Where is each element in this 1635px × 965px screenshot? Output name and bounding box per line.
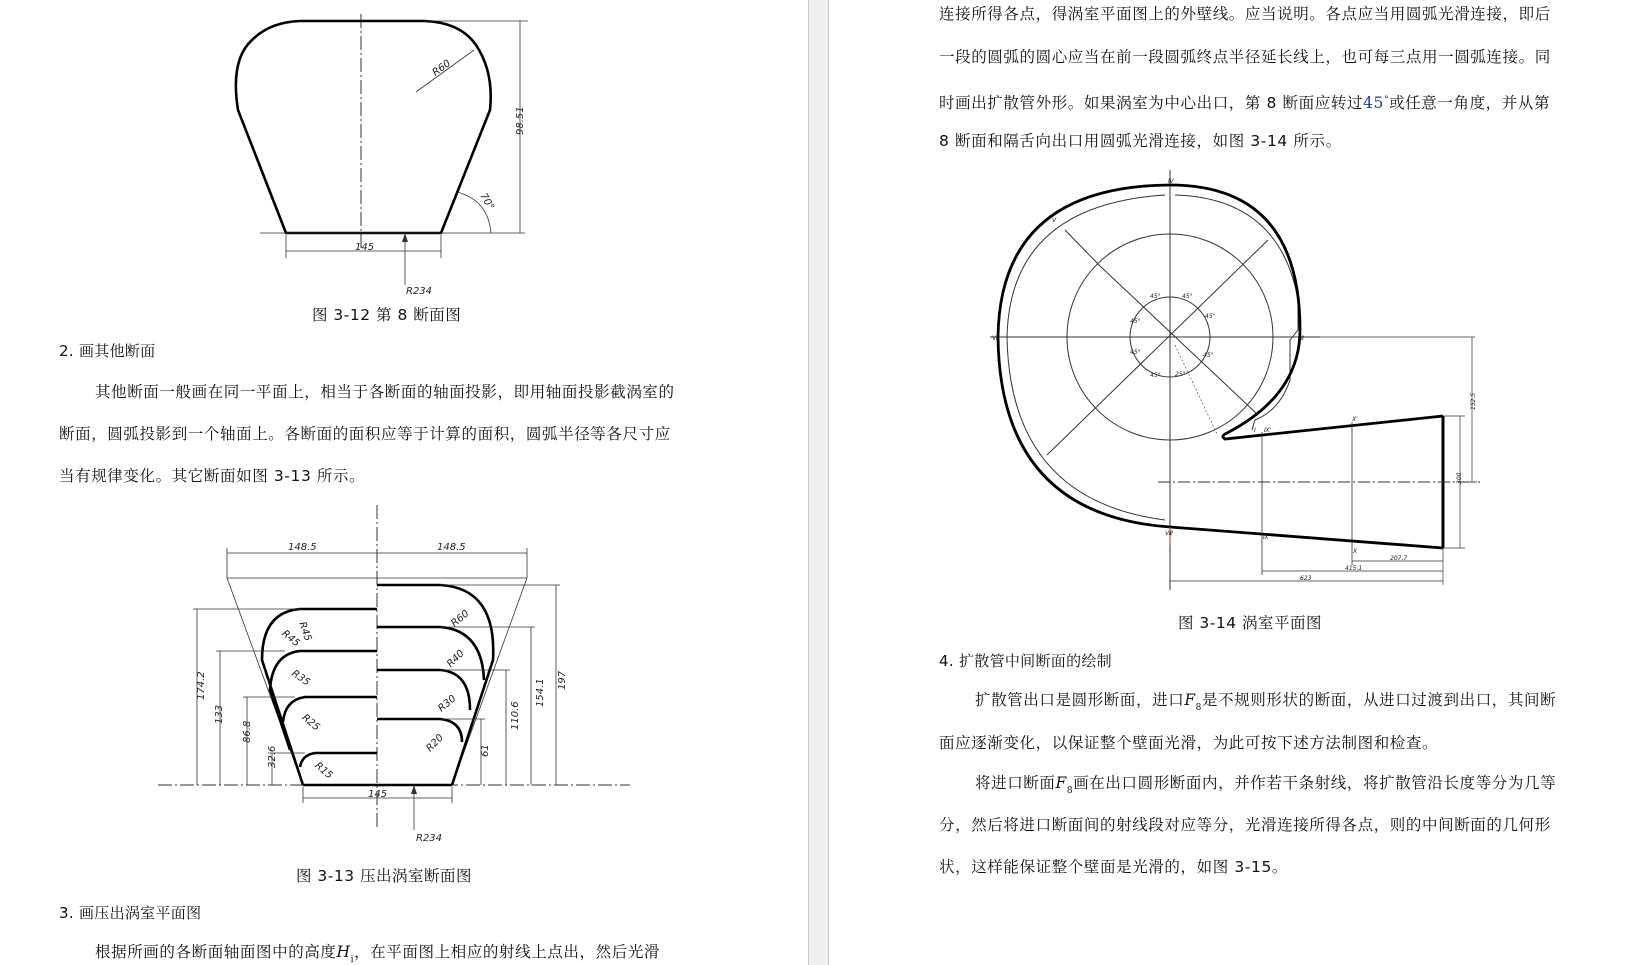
svg-text:174.2: 174.2	[196, 671, 207, 700]
svg-text:R234: R234	[416, 833, 443, 844]
svg-text:R30: R30	[436, 693, 459, 715]
svg-text:145: 145	[355, 242, 375, 253]
svg-text:R60: R60	[449, 608, 472, 630]
paragraph-line: 根据所画的各断面轴面图中的高度$H_i$，在平面图上相应的射线上点出，然后光滑	[95, 943, 661, 965]
svg-text:Ⅷ: Ⅷ	[1165, 530, 1173, 537]
svg-text:Ⅱ: Ⅱ	[1301, 335, 1304, 342]
figure-3-12-caption: 图 3-12 第 8 断面图	[312, 306, 462, 324]
paragraph-line: 8 断面和隔舌向出口用圆弧光滑连接，如图 3-14 所示。	[939, 132, 1342, 150]
svg-text:148.5: 148.5	[437, 542, 466, 553]
figure-3-12-section-drawing	[0, 0, 560, 300]
svg-text:207.7: 207.7	[1390, 555, 1408, 562]
figure-3-14-volute-plan-drawing	[829, 0, 1635, 620]
svg-text:300: 300	[1456, 472, 1463, 484]
svg-text:R60: R60	[430, 58, 453, 79]
svg-text:Ⅸ': Ⅸ'	[1264, 427, 1272, 434]
svg-text:45°: 45°	[1203, 352, 1214, 359]
svg-text:148.5: 148.5	[288, 542, 317, 553]
svg-text:110.6: 110.6	[510, 701, 521, 730]
svg-text:154.1: 154.1	[535, 678, 546, 707]
paragraph-line: 将进口断面$F_8$画在出口圆形断面内，并作若干条射线，将扩散管沿长度等分为几等	[975, 774, 1557, 796]
paragraph-line: 分，然后将进口断面间的射线段对应等分，光滑连接所得各点，则的中间断面的几何形	[939, 816, 1551, 834]
svg-text:145: 145	[368, 789, 388, 800]
svg-text:45°: 45°	[1182, 293, 1193, 300]
document-page-right	[829, 0, 1635, 965]
svg-text:Ⅵ: Ⅵ	[992, 335, 998, 342]
svg-text:45°: 45°	[1130, 318, 1141, 325]
svg-text:Ⅴ: Ⅴ	[1052, 217, 1057, 224]
figure-3-13-caption: 图 3-13 压出涡室断面图	[296, 867, 473, 885]
svg-text:45°: 45°	[1150, 293, 1161, 300]
page-gutter	[808, 0, 829, 965]
svg-text:R15: R15	[312, 760, 335, 782]
svg-text:197: 197	[557, 670, 568, 690]
svg-text:45°: 45°	[1130, 349, 1141, 356]
document-page-left	[0, 0, 808, 965]
svg-text:R25: R25	[299, 712, 322, 734]
svg-text:Ⅹ: Ⅹ	[1353, 548, 1358, 555]
svg-text:98.51: 98.51	[515, 106, 526, 135]
paragraph-line: 当有规律变化。其它断面如图 3-13 所示。	[59, 467, 366, 485]
paragraph-line: 面应逐渐变化，以保证整个壁面光滑，为此可按下述方法制图和检查。	[939, 734, 1439, 752]
paragraph-line: 状，这样能保证整个壁面是光滑的，如图 3-15。	[939, 858, 1289, 876]
figure-3-14-caption: 图 3-14 涡室平面图	[1178, 614, 1323, 632]
svg-text:61: 61	[480, 744, 491, 757]
svg-text:R35: R35	[289, 668, 312, 689]
svg-text:R45: R45	[296, 620, 314, 643]
svg-text:25°: 25°	[1175, 371, 1186, 378]
svg-text:R234: R234	[406, 286, 433, 297]
svg-text:Ⅹ': Ⅹ'	[1352, 416, 1358, 423]
svg-text:415.1: 415.1	[1345, 565, 1363, 572]
section-4-heading: 4. 扩散管中间断面的绘制	[939, 652, 1112, 670]
paragraph-line: 其他断面一般画在同一平面上，相当于各断面的轴面投影，即用轴面投影截涡室的	[95, 383, 675, 401]
svg-text:133: 133	[214, 704, 225, 724]
svg-text:45°: 45°	[1205, 313, 1216, 320]
paragraph-line: 连接所得各点，得涡室平面图上的外壁线。应当说明。各点应当用圆弧光滑连接，即后	[939, 5, 1551, 23]
paragraph-line: 一段的圆弧的圆心应当在前一段圆弧终点半径延长线上，也可每三点用一圆弧连接。同	[939, 48, 1551, 66]
figure-3-13-volute-sections-drawing	[0, 500, 700, 850]
svg-text:R45: R45	[279, 628, 302, 650]
section-2-heading: 2. 画其他断面	[59, 342, 156, 360]
section-3-heading: 3. 画压出涡室平面图	[59, 904, 202, 922]
svg-text:623: 623	[1300, 575, 1312, 582]
svg-text:45°: 45°	[1150, 372, 1161, 379]
height-symbol: H	[336, 943, 351, 961]
svg-text:152.5: 152.5	[1470, 392, 1477, 410]
svg-text:R40: R40	[445, 648, 467, 670]
svg-text:Ⅳ: Ⅳ	[1168, 178, 1174, 185]
svg-text:86.8: 86.8	[242, 720, 253, 743]
paragraph-line: 断面，圆弧投影到一个轴面上。各断面的面积应等于计算的面积，圆弧半径等各尺寸应	[59, 425, 671, 443]
paragraph-line: 扩散管出口是圆形断面，进口$F_8$是不规则形状的断面，从进口过渡到出口，其间断	[975, 691, 1557, 713]
svg-text:R20: R20	[424, 732, 447, 755]
svg-text:Ⅰ: Ⅰ	[1254, 427, 1256, 434]
svg-text:70°: 70°	[477, 191, 496, 213]
svg-text:32.6: 32.6	[267, 745, 278, 768]
svg-text:Ⅸ: Ⅸ	[1263, 534, 1269, 541]
paragraph-line: 时画出扩散管外形。如果涡室为中心出口，第 8 断面应转过45°或任意一角度，并从第	[939, 94, 1551, 112]
